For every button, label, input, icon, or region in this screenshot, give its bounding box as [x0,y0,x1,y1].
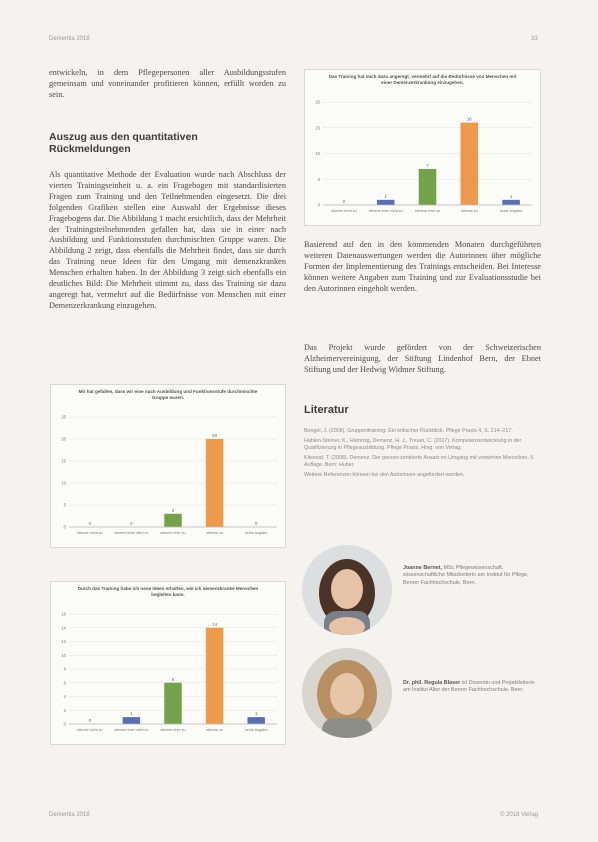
y-tick-label: 14 [61,625,66,631]
chart-title: Durch das Training habe ich neue Ideen erhalten, wie ich demenzkranke Menschen begleiten kann. [77,586,259,597]
intro-paragraph: entwickeln, in dem Pflegepersonen aller Ausbildungsstufen gemeinsam und voneinander profitieren können, erfüllt worden zu sein. [49,68,286,99]
author-photo-bernet [302,545,392,635]
chart-needs-focus [304,69,541,226]
chart-title: Das Training hat mich dazu angeregt, vermehrt auf die Bedürfnisse von Menschen mit einer Demenzerkrankung einzugehen. [328,74,517,85]
y-tick-label: 10 [61,480,66,486]
author-description: ist Dozentin und Projektleiterin am Institut Alter der Berner Fachhochschule, Bern. [403,680,535,694]
y-tick-label: 6 [63,680,66,686]
x-tick-label: stimme eher zu [160,531,186,535]
author-description: MSc Pflegewissenschaft, wissenschaftliche Mitarbeiterin am Institut für Pflege, Berner Fachhochschule, Bern. [403,565,529,586]
data-label: 6 [171,676,175,682]
y-tick-label: 15 [315,125,320,131]
footer-right: © 2018 Verlag [500,812,539,818]
data-label: 0 [88,521,92,526]
literature-item: Hahlen-Steiner, K., Hämmig, Demenz, H. J., Treuer, C. (2017). Kompetenzentwicklung in der Qualifizierung in Pflegeausbildung. Pflege Praxis, Hrsg. von Verlag. [304,437,522,452]
bar [206,628,223,724]
bar [419,169,437,205]
bar [123,717,140,724]
y-tick-label: 0 [63,721,66,727]
chart-title: Mir hat gefallen, dass wir eine nach Ausbildung und Funktionsstufe durchmischte Gruppe waren. [78,389,258,400]
data-label: 1 [509,193,513,199]
x-tick-label: stimme eher zu [414,209,441,213]
x-tick-label: stimme nicht zu [76,728,103,732]
right-paragraph-evaluation: Basierend auf den in den kommenden Monaten durchgeführten weiteren Datenauswertungen werden die Autorinnen über mögliche Formen der Implementierung des Trainings entscheiden. Bei Interesse können weitere Angaben zum Training und zur Evaluationsstudie bei den Autorinnen eingeholt werden. [304,240,541,293]
data-label: 0 [130,521,133,526]
data-label: 16 [466,116,472,122]
x-tick-label: stimme zu [206,728,224,732]
x-tick-label: stimme zu [460,209,478,213]
chart-mixed-group [50,384,286,548]
bar [461,123,479,205]
x-tick-label: stimme eher nicht zu [114,531,149,535]
y-tick-label: 15 [61,458,66,464]
portrait-image [302,648,392,738]
bar [502,200,520,205]
y-tick-label: 4 [63,694,66,699]
data-label: 1 [254,711,258,717]
y-tick-label: 12 [61,639,66,644]
data-label: 0 [88,718,92,723]
bar-chart [305,70,542,227]
x-tick-label: stimme eher zu [160,728,186,732]
bar [164,514,181,527]
x-tick-label: stimme eher nicht zu [368,209,403,213]
data-label: 1 [384,193,387,199]
author-bio-bernet [403,565,541,587]
y-tick-label: 8 [63,666,66,672]
literature-item: Bengel, J. (2008). Gruppentraining: Ein kritischer Rückblick. Pflege Praxis 4, S. 214–217. [304,428,513,434]
literature-item: Weitere Referenzen können bei den Autorinnen angefordert werden. [304,471,465,478]
section-paragraph: Als quantitative Methode der Evaluation wurde nach Abschluss der vierten Trainingseinheit u. a. ein Fragebogen mit standardisierten Fragen zum Training und den Teilnehmenden eingesetzt. Die drei folgenden Grafiken stellen eine Auswahl der Ergebnisse dieses Fragebogens dar. Die Abbildung 1 macht ersichtlich, dass der Mehrheit der Trainingsteilnehmenden gefallen hat, dass sie in einer nach Ausbildung und Funktionsstufen durchmischten Gruppe waren. Die Abbildung 2 zeigt, dass ebenfalls die Mehrheit findet, dass sie durch das Training neue Ideen für den Umgang mit demenzkranken Menschen erhalten haben. In der Abbildung 3 zeigt sich ebenfalls ein deutliches Bild: Die Mehrheit stimmt zu, dass das Training sie dazu angeregt hat, vermehrt auf die Bedürfnisse von Menschen mit einer Demenzerkrankung einzugehen. [49,170,286,310]
x-tick-label: stimme eher nicht zu [114,728,149,732]
bar [206,439,223,527]
x-tick-label: stimme zu [206,531,224,535]
y-tick-label: 20 [61,436,66,442]
y-tick-label: 10 [61,652,66,658]
portrait-image [302,545,392,635]
y-tick-label: 20 [315,99,320,105]
y-tick-label: 5 [63,502,66,508]
data-label: 0 [342,199,346,204]
author-photo-blaser [302,648,392,738]
running-head-left: Dementia 2018 [49,36,90,42]
bar-chart [51,582,287,746]
bar-chart [51,385,287,549]
y-tick-label: 2 [63,707,66,713]
right-paragraph-funding: Das Projekt wurde gefördert von der Schweizerischen Alzheimervereinigung, der Stiftung Lindenhof Bern, der Ebnet Stiftung und der Hedwig Widmer Stiftung. [304,343,541,374]
data-label: 20 [212,433,218,438]
author-bio-blaser [403,680,541,695]
literature-heading: Literatur [304,404,349,416]
x-tick-label: keine Angabe [245,531,268,535]
footer-left: Dementia 2018 [49,812,90,818]
data-label: 7 [426,162,429,168]
bar [247,717,264,724]
author-name: Dr. phil. Regula Blaser [403,680,461,686]
bar [377,200,395,205]
y-tick-label: 0 [63,524,66,530]
author-name: Joanne Bernet, [403,565,442,571]
y-tick-label: 25 [61,414,66,420]
literature-item: Kitwood, T. (2008). Demenz. Der person-zentrierte Ansatz im Umgang mit verwirrten Menschen. 5. Auflage. Bern: Huber. [304,454,535,469]
chart-new-ideas [50,581,286,745]
y-tick-label: 10 [315,151,320,156]
section-heading: Auszug aus den quantitativen Rückmeldungen [49,131,198,155]
y-tick-label: 16 [61,611,66,617]
data-label: 0 [254,521,258,526]
x-tick-label: stimme nicht zu [331,209,357,213]
data-label: 3 [171,507,175,513]
x-tick-label: keine Angabe [245,728,268,732]
bar [164,683,181,724]
literature-list [304,428,541,482]
data-label: 1 [130,711,133,717]
y-tick-label: 5 [317,176,320,182]
x-tick-label: stimme nicht zu [76,531,103,535]
data-label: 14 [212,621,218,627]
y-tick-label: 0 [317,202,320,208]
running-head-page-number: 33 [531,36,538,42]
x-tick-label: keine Angabe [499,209,523,213]
